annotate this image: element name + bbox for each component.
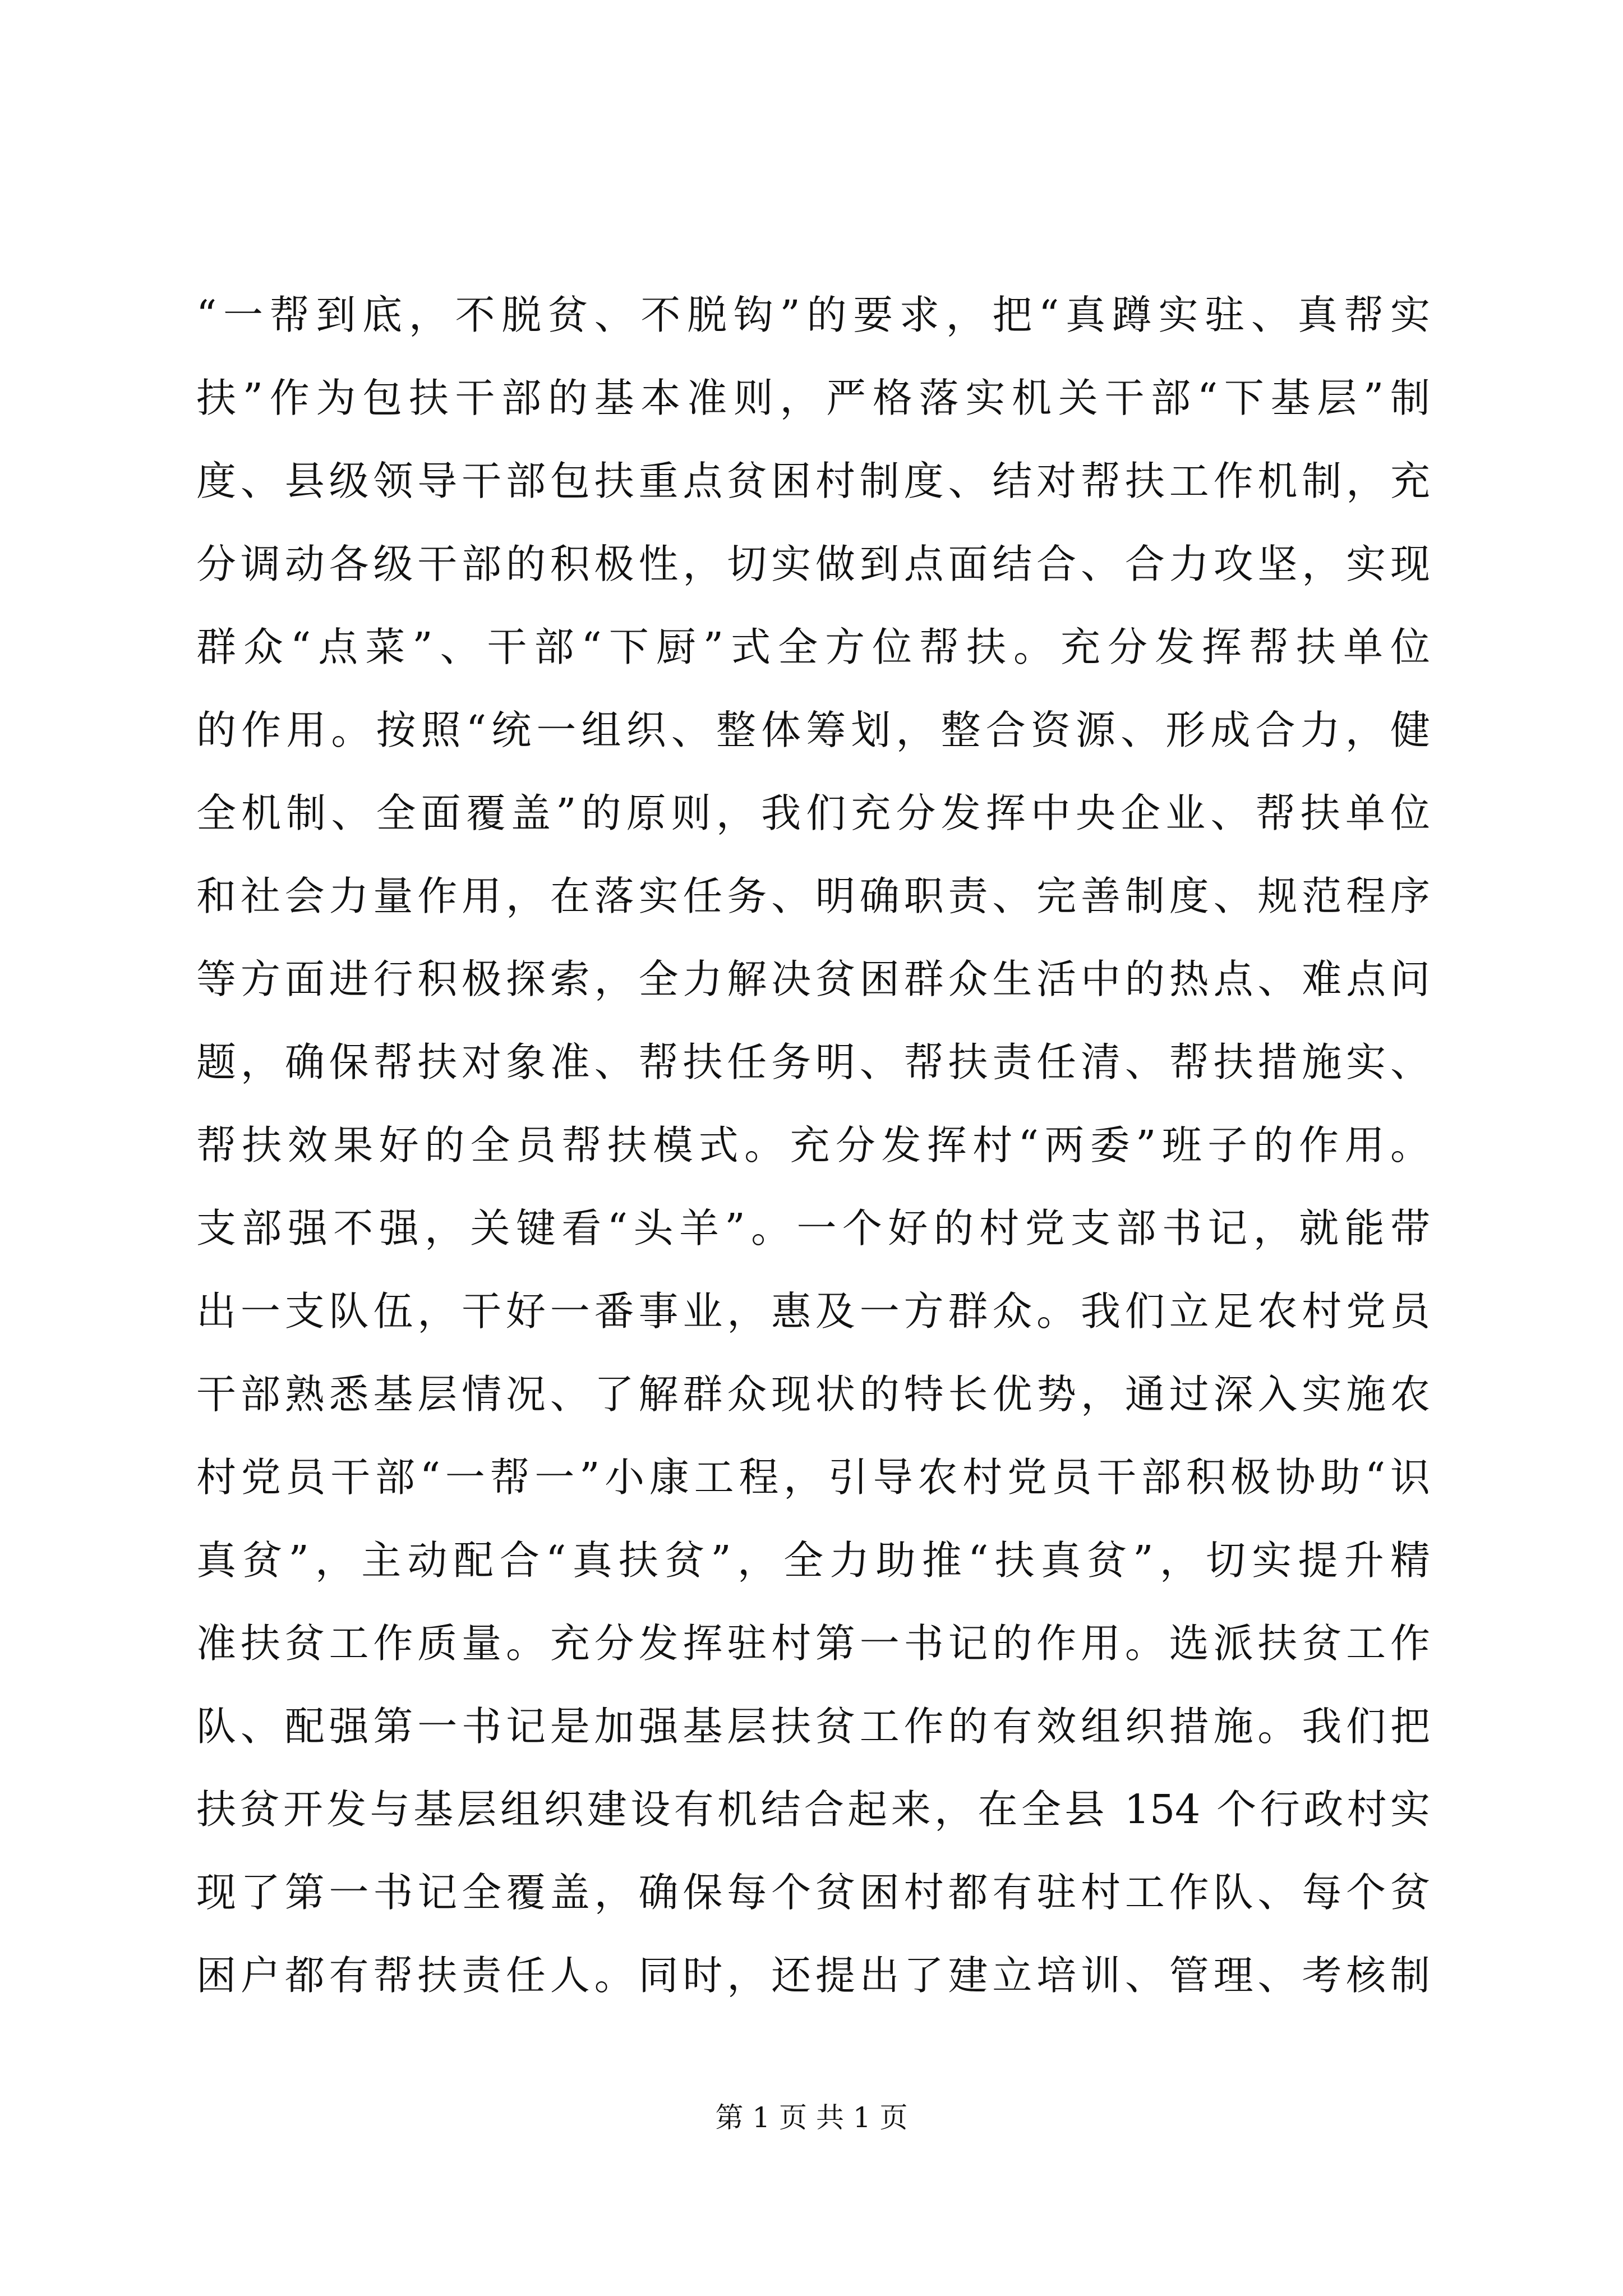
- text-line: 的作用。按照“统一组织、整体筹划，整合资源、形成合力，健: [196, 707, 1430, 753]
- text-line: “一帮到底，不脱贫、不脱钩”的要求，把“真蹲实驻、真帮实: [196, 292, 1430, 338]
- text-line: 帮扶效果好的全员帮扶模式。充分发挥村“两委”班子的作用。: [196, 1122, 1430, 1168]
- text-line: 全机制、全面覆盖”的原则，我们充分发挥中央企业、帮扶单位: [196, 790, 1430, 836]
- body-text: [196, 274, 1430, 2017]
- text-line: 准扶贫工作质量。充分发挥驻村第一书记的作用。选派扶贫工作: [196, 1620, 1430, 1667]
- text-line: 现了第一书记全覆盖，确保每个贫困村都有驻村工作队、每个贫: [196, 1869, 1430, 1916]
- text-line: 等方面进行积极探索，全力解决贫困群众生活中的热点、难点问: [196, 956, 1430, 1002]
- text-line: 队、配强第一书记是加强基层扶贫工作的有效组织措施。我们把: [196, 1703, 1430, 1750]
- text-line: 干部熟悉基层情况、了解群众现状的特长优势，通过深入实施农: [196, 1371, 1430, 1418]
- text-line: 真贫”，主动配合“真扶贫”，全力助推“扶真贫”，切实提升精: [196, 1537, 1430, 1584]
- text-line: 和社会力量作用，在落实任务、明确职责、完善制度、规范程序: [196, 873, 1430, 919]
- text-line: 扶”作为包扶干部的基本准则，严格落实机关干部“下基层”制: [196, 375, 1430, 421]
- text-line: 出一支队伍，干好一番事业，惠及一方群众。我们立足农村党员: [196, 1288, 1430, 1335]
- text-line: 分调动各级干部的积极性，切实做到点面结合、合力攻坚，实现: [196, 541, 1430, 587]
- text-line: 度、县级领导干部包扶重点贫困村制度、结对帮扶工作机制，充: [196, 458, 1430, 504]
- text-line: 群众“点菜”、干部“下厨”式全方位帮扶。充分发挥帮扶单位: [196, 624, 1430, 670]
- text-line: 困户都有帮扶责任人。同时，还提出了建立培训、管理、考核制: [196, 1952, 1430, 1999]
- page-footer: [0, 2098, 1623, 2137]
- text-line: 扶贫开发与基层组织建设有机结合起来，在全县 154 个行政村实: [196, 1786, 1430, 1833]
- text-line: 支部强不强，关键看“头羊”。一个好的村党支部书记，就能带: [196, 1205, 1430, 1251]
- text-line: 村党员干部“一帮一”小康工程，引导农村党员干部积极协助“识: [196, 1454, 1430, 1501]
- page-number-label: 第 1 页 共 1 页: [715, 2101, 908, 2134]
- text-line: 题，确保帮扶对象准、帮扶任务明、帮扶责任清、帮扶措施实、: [196, 1039, 1430, 1085]
